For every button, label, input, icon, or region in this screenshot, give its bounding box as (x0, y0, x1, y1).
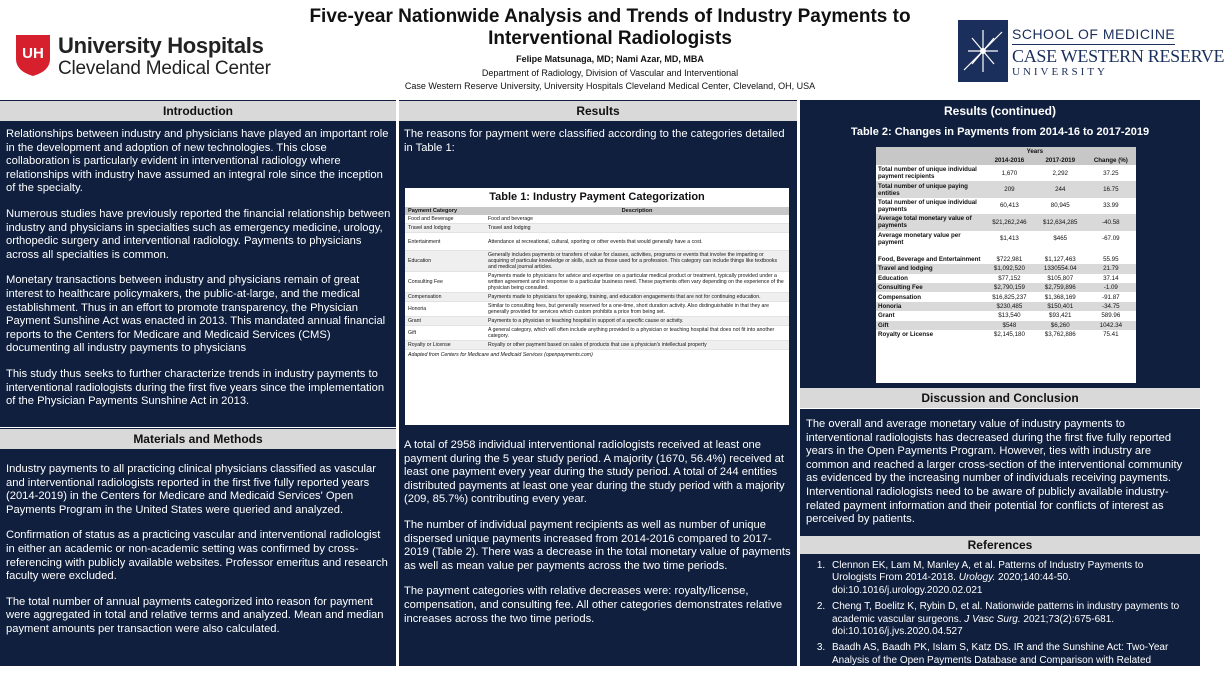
table2-value: $77,152 (998, 274, 1021, 282)
table2-value: $1,092,520 (984, 264, 1035, 273)
table-row (876, 274, 1136, 283)
methods-heading: Materials and Methods (0, 429, 396, 449)
uh-mark-text: UH (22, 45, 44, 62)
table1-header-category: Payment Category (405, 207, 485, 215)
table2-row-label: Grant (878, 312, 895, 320)
table2-change: 21.79 (1086, 264, 1136, 273)
table2-years-label: Years (984, 147, 1086, 156)
uh-shield-icon (14, 33, 52, 77)
intro-paragraph-3: Monetary transactions between industry and physicians remain of great interest to healthcare policymakers, the public-at-large, and the medical establishment. Thus in an effort to promote transparency, the Physician Payment Sunshine Act was enacted in 2013. This mandated annual financial reports to the Centers for Medicare and Medicaid Services (CMS) documenting all industry payments to physicians (6, 274, 386, 355)
reference-text: Clennon EK, Lam M, Manley A, et al. Patterns of Industry Payments to Urologists From 2014-2018. (832, 560, 1144, 584)
table1-footnote: Adapted from Centers for Medicare and Medicaid Services (openpayments.com) (408, 352, 593, 358)
table2-row-label: Total number of unique individual payments (878, 198, 977, 213)
table2-value: $150,401 (1035, 302, 1086, 311)
table1-category: Royalty or License (405, 341, 485, 350)
table-row (876, 231, 1136, 247)
table-row (876, 292, 1136, 301)
poster-title: Five-year Nationwide Analysis and Trends of Industry Payments to Interventional Radiologists (309, 6, 911, 49)
intro-paragraph-2: Numerous studies have previously reported the financial relationship between industry and physicians in specialties such as emergency medicine, urology, orthopedic surgery and interventional radiology. Payments to physicians across all specialties is common. (6, 207, 391, 261)
table1-header-description: Description (485, 207, 789, 215)
table2-value: $2,759,896 (1035, 283, 1086, 292)
poster-department: Department of Radiology, Division of Vascular and Interventional (481, 68, 739, 78)
table2-value: $230,485 (984, 302, 1035, 311)
table2-change: 1042.34 (1086, 321, 1136, 330)
table-row (876, 181, 1136, 197)
results-continued-heading: Results (continued) (800, 101, 1200, 121)
table-row (876, 255, 1136, 264)
table-row (876, 330, 1136, 339)
table1-category: Travel and lodging (405, 224, 485, 233)
table2-change: 37.25 (1103, 169, 1119, 177)
table2-value: 244 (1035, 181, 1086, 197)
poster-institution: Case Western Reserve University, University Hospitals Cleveland Medical Center, Cleveland, OH, USA (404, 81, 816, 91)
methods-paragraph-3: The total number of annual payments categorized into reason for payment were aggregated in total and relative terms and analyzed. Mean and median payment amounts per transaction were also calculated. (6, 595, 384, 635)
table2-header-period1: 2014-2016 (984, 156, 1035, 165)
table-row (876, 165, 1136, 181)
reference-item (828, 642, 1190, 692)
table1-category: Entertainment (405, 233, 485, 251)
cwru-name: CASE WESTERN RESERVE (1012, 46, 1224, 66)
table2-spacer (876, 247, 1136, 255)
table2-value: $1,368,169 (1044, 293, 1076, 301)
table1-title: Table 1: Industry Payment Categorization (489, 191, 705, 203)
table2-value: 60,413 (999, 202, 1019, 210)
table-row (405, 251, 789, 272)
table-row (405, 215, 789, 224)
table-row (876, 283, 1136, 292)
table1-description: Payments made to physicians for speaking, training, and education engagements that are not for continuing education. (485, 293, 789, 302)
table1-description: Payments made to physicians for advice and expertise on a particular medical product or treatment, typically provided under a written agreement and in response to a particular business need. These payments often vary depending on the experience of the physician being consulted. (485, 272, 789, 293)
table2-change: 33.99 (1103, 202, 1119, 210)
table2-value: 209 (984, 181, 1035, 197)
table1-description: Travel and lodging (485, 224, 789, 233)
table2-spacer-cell (876, 247, 1136, 255)
table2-change: 589.96 (1101, 312, 1121, 320)
table2-row-label: Honoria (876, 302, 984, 311)
table2-row-label: Total number of unique individual payment recipients (878, 166, 977, 181)
table2-value: $12,634,285 (1035, 214, 1086, 230)
table-row (876, 321, 1136, 330)
table2-row-label: Compensation (878, 293, 921, 301)
table2-row-label: Education (878, 274, 908, 282)
table2-value: 2,292 (1052, 169, 1068, 177)
table2-change: -1.09 (1086, 283, 1136, 292)
results-heading: Results (399, 101, 797, 121)
table1-description: Food and beverage (485, 215, 789, 224)
reference-journal: Urology. (958, 572, 996, 584)
table2-row-label: Average total monetary value of payments (876, 214, 984, 230)
cwru-school: SCHOOL OF MEDICINE (1012, 26, 1175, 45)
table2-value: $465 (1053, 235, 1068, 243)
results-paragraph-1: A total of 2958 individual interventional radiologists received at least one payment during the 5 year study period. A majority (1670, 56.4%) received at least one payment every year during the study period. A total of 244 entities distributed payments at least one year during the study period with a majority (209, 85.7%) contributing every year. (404, 439, 785, 506)
table2-title: Table 2: Changes in Payments from 2014-16 to 2017-2019 (850, 126, 1150, 138)
table2-value: 1,670 (1001, 169, 1018, 177)
table1 (405, 188, 789, 425)
table1-description: Royalty or other payment based on sales of products that use a physician's intellectual property (485, 341, 789, 350)
reference-item (828, 560, 1190, 597)
uh-subtitle: Cleveland Medical Center (58, 58, 271, 79)
table2-row-label: Royalty or License (878, 331, 934, 339)
table-row (405, 317, 789, 326)
table2-change: 37.14 (1103, 274, 1119, 282)
results-text (404, 439, 794, 638)
table1-description: A general category, which will often include anything provided to a physician or teaching hospital that does not fit into another category. (485, 326, 789, 341)
intro-paragraph-4: This study thus seeks to further characterize trends in industry payments to interventional radiologists during the first five years since the implementation of the Physician Payments Sunshine Act in 2013. (6, 367, 385, 408)
table2-change: 75.41 (1103, 331, 1119, 339)
table2-corner (876, 147, 984, 156)
table1-description: Attendance at recreational, cultural, sporting or other events that would generally have a cost. (485, 233, 789, 251)
table2-value: $13,540 (998, 312, 1021, 320)
table2-value: $1,413 (999, 235, 1019, 243)
table2-row-label: Food, Beverage and Entertainment (878, 256, 981, 264)
table-row (876, 311, 1136, 320)
table2-change: -67.09 (1102, 235, 1120, 243)
discussion-heading: Discussion and Conclusion (800, 388, 1200, 408)
reference-text: Cheng T, Boelitz K, Rybin D, et al. Nationwide patterns in industry payments to academic vascular surgeons. (832, 601, 1180, 625)
table1-category: Honoria (405, 302, 485, 317)
table2-value: $1,127,463 (1044, 256, 1076, 264)
table2-row-label: Consulting Fee (876, 283, 984, 292)
table-row (405, 341, 789, 350)
table2-value: $722,981 (996, 256, 1023, 264)
reference-rest: 2021;73(2):675-681. doi:10.1016/j.jvs.2020.04.527 (832, 613, 1115, 638)
methods-paragraph-1: Industry payments to all practicing clinical physicians classified as vascular and interventional radiologists reported in the first five fully reported years (2014-2019) in the Centers for Medicare and Medicaid Services' Open Payments Program in the United States were queried and analyzed. (6, 463, 376, 516)
table2-header-label (876, 156, 984, 165)
table2-value: $105,807 (1047, 274, 1074, 282)
table2-value: 80,945 (1050, 202, 1070, 210)
table2-value: $2,790,159 (984, 283, 1035, 292)
table-row (876, 264, 1136, 273)
table-row (405, 293, 789, 302)
table2-change: -34.75 (1086, 302, 1136, 311)
reference-item (828, 601, 1190, 638)
table2-change: -91.87 (1102, 293, 1120, 301)
cwru-seal-icon (958, 20, 1008, 82)
table2-change: -40.58 (1086, 214, 1136, 230)
intro-text (6, 128, 392, 421)
table2-corner (1086, 147, 1136, 156)
poster-authors: Felipe Matsunaga, MD; Nami Azar, MD, MBA (516, 54, 704, 64)
reference-journal: J Vasc Surg. (964, 613, 1021, 625)
discussion-text: The overall and average monetary value of industry payments to interventional radiologists has decreased during the first five fully reported years in the Open Payments Program. However, ties with industry are common and reached a larger cross-section of the interventional community as evidenced by the increasing number of individuals receiving payments. Interventional radiologists need to be aware of publicly available industry-related payment information and their potential for conflicts of interest as perceived by patients. (806, 418, 1183, 526)
table2-row-label: Average monetary value per payment (878, 231, 961, 246)
table2-header-period2: 2017-2019 (1035, 156, 1086, 165)
table1-category: Education (405, 251, 485, 272)
table-row (405, 326, 789, 341)
poster-header (0, 0, 1224, 100)
uh-name: University Hospitals (58, 33, 264, 58)
table2-row-label: Total number of unique paying entities (876, 181, 984, 197)
table2-value: $93,421 (1049, 312, 1072, 320)
table-row (876, 198, 1136, 214)
table2-value: $2,145,180 (993, 331, 1025, 339)
table1-grid (405, 207, 789, 350)
table2-row-label: Travel and lodging (876, 264, 984, 273)
reference-journal: J Vasc Interv Radiol. (885, 667, 978, 679)
cwru-logo (958, 20, 1224, 84)
table2-value: $548 (984, 321, 1035, 330)
table2-change: 16.75 (1086, 181, 1136, 197)
references-list (806, 560, 1190, 696)
table1-description: Generally includes payments or transfers of value for classes, activities, programs or events that involve the imparting or acquiring of particular knowledge or skills, such as those used for a profession. This category can include things like textbooks and medical journal articles. (485, 251, 789, 272)
reference-rest: 2020;140:44-50. doi:10.1016/j.urology.2020.02.021 (832, 572, 1071, 596)
table-row (876, 302, 1136, 311)
references-heading: References (800, 536, 1200, 554)
table1-category: Grant (405, 317, 485, 326)
table2-value: $21,262,246 (984, 214, 1035, 230)
table1-description: Similar to consulting fees, but generally reserved for a one-time, short duration activity. Also distinguishable in that they are generally provided for services which custom prohibits a price from being set. (485, 302, 789, 317)
table1-category: Food and Beverage (405, 215, 485, 224)
cwru-university: UNIVERSITY (1012, 66, 1108, 78)
uh-logo (14, 27, 274, 79)
table2-grid (876, 147, 1136, 339)
reference-text: Baadh AS, Baadh PK, Islam S, Katz DS. IR and the Sunshine Act: Two-Year Analysis of the Open Payments Database and Comparison with Related Specialties. (832, 642, 1169, 679)
table2-value: $16,825,237 (992, 293, 1027, 301)
table1-category: Gift (405, 326, 485, 341)
methods-paragraph-2: Confirmation of status as a practicing vascular and interventional radiologist in either an academic or non-academic setting was confirmed by cross-referencing with publicly available websites. Professor emeritus and research faculty were excluded. (6, 529, 388, 583)
table2 (876, 147, 1136, 383)
table2-value: 1330554.04 (1035, 264, 1086, 273)
results-paragraph-2: The number of individual payment recipients as well as number of unique dispersed unique payments increased from 2014-2016 compared to 2017-2019 (Table 2). There was a decrease in the total monetary value of payments as well as mean value per payments across the two time periods. (404, 518, 791, 572)
table-row (405, 224, 789, 233)
intro-paragraph-1: Relationships between industry and physicians have played an important role in the development and adoption of new technologies. This close collaboration is particularly evident in interventional radiology where relationships with industry have assumed an integral role since the inception of the specialty. (6, 128, 389, 195)
results-intro: The reasons for payment were classified according to the categories detailed in Table 1: (404, 128, 785, 154)
table2-change: 55.95 (1103, 256, 1119, 264)
table2-value: $6,260 (1035, 321, 1086, 330)
methods-text (6, 463, 392, 649)
reference-rest: 2017;28(2):200-205. doi:10.1016/j.jvir.2016.10.008 (832, 667, 1071, 691)
table1-category: Compensation (405, 293, 485, 302)
results-paragraph-3: The payment categories with relative decreases were: royalty/license, compensation, and consulting fee. All other categories demonstrates relative increases across the two time periods. (404, 585, 783, 625)
table-row (405, 272, 789, 293)
table2-row-label: Gift (876, 321, 984, 330)
table-row (405, 302, 789, 317)
table-row (876, 214, 1136, 230)
table2-header-change: Change (%) (1086, 156, 1136, 165)
table2-value: $3,762,886 (1044, 331, 1076, 339)
table1-category: Consulting Fee (405, 272, 485, 293)
table1-description: Payments to a physician or teaching hospital in support of a specific cause or activity. (485, 317, 789, 326)
table-row (405, 233, 789, 251)
intro-heading: Introduction (0, 101, 396, 121)
